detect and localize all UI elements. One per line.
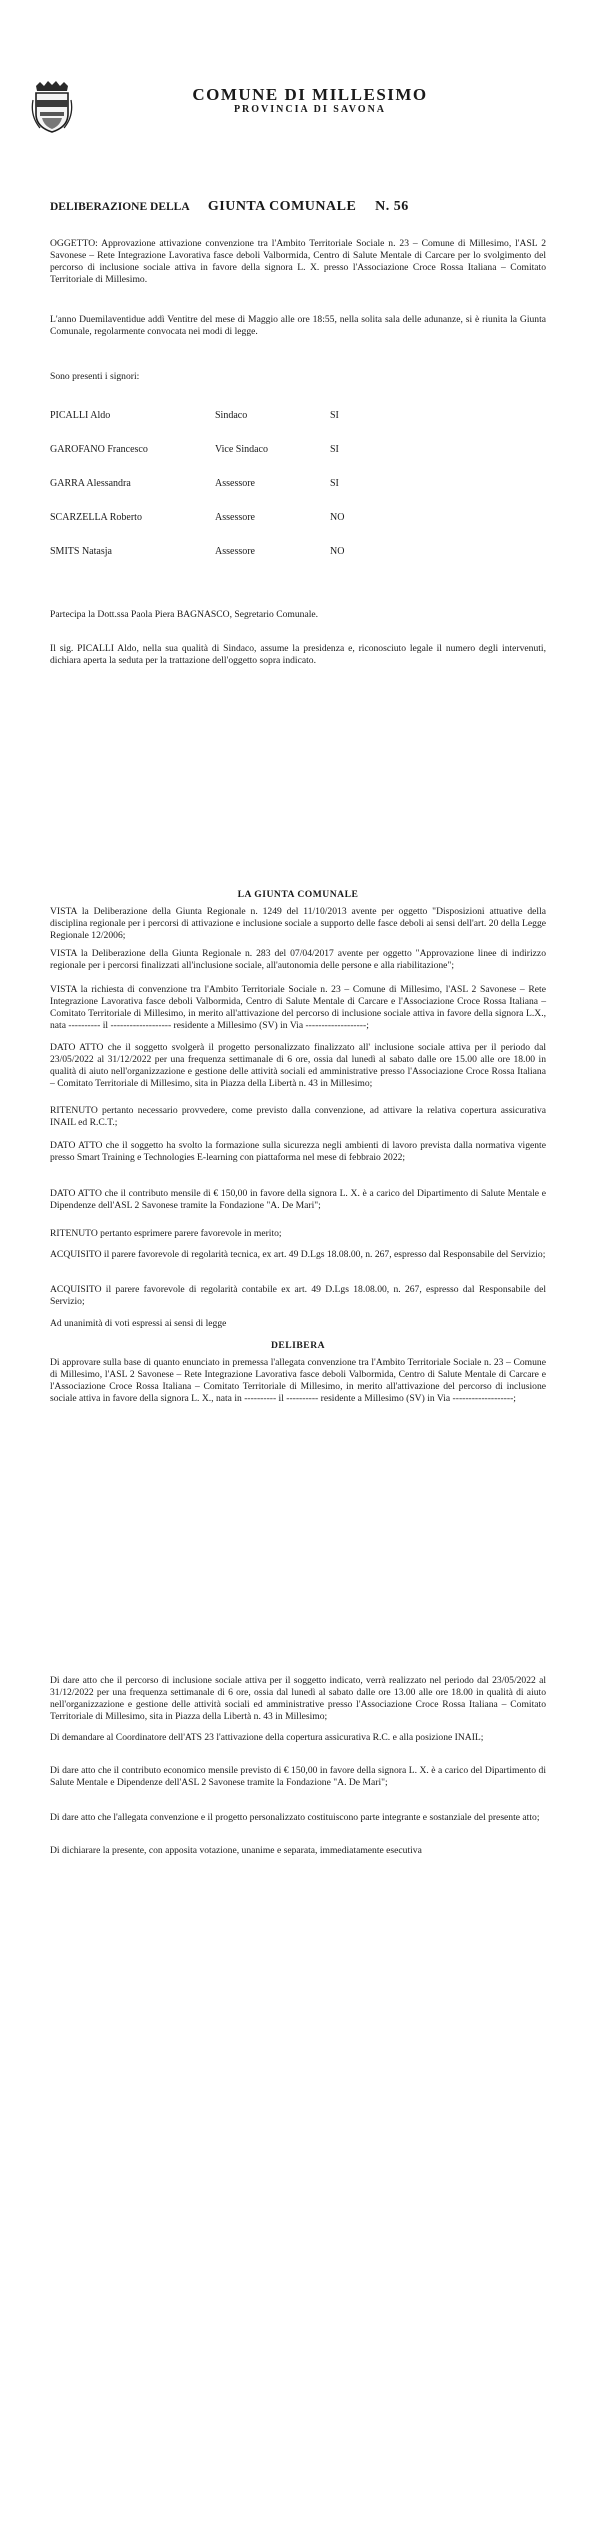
premessa-dato-atto-formazione: DATO ATTO che il soggetto ha svolto la formazione sulla sicurezza negli ambienti di lavoro prevista dalla normativa vigente presso Smart Training e Technologies E-learning con piattaforma nel mese di febbraio 2022; (50, 1140, 546, 1163)
deliberation-title (50, 199, 409, 215)
giunta-heading: LA GIUNTA COMUNALE (237, 889, 359, 900)
premessa-ritenuto-parere: RITENUTO pertanto esprimere parere favorevole in merito; (50, 1228, 282, 1239)
premessa-vista-1249: VISTA la Deliberazione della Giunta Regionale n. 1249 del 11/10/2013 avente per oggetto "Disposizioni attuative della disciplina regionale per i percorsi di attivazione e inclusione sociale a supporto delle fasce deboli ai sensi dell'art. 20 della Legge Regionale 12/2006; (50, 906, 546, 941)
member-name: GARRA Alessandra (50, 478, 131, 489)
intro-paragraph: L'anno Duemilaventidue addì Ventitre del mese di Maggio alle ore 18:55, nella solita sala delle adunanze, si è riunita la Giunta Comunale, regolarmente convocata nei modi di legge. (50, 314, 546, 337)
member-name: PICALLI Aldo (50, 410, 111, 421)
segretario-paragraph: Partecipa la Dott.ssa Paola Piera BAGNASCO, Segretario Comunale. (50, 609, 319, 620)
delibera-heading: DELIBERA (270, 1340, 326, 1351)
premessa-vista-283: VISTA la Deliberazione della Giunta Regionale n. 283 del 07/04/2017 avente per oggetto "Approvazione linee di indirizzo regionale per i percorsi finalizzati all'inclusione sociale, all'autonomia delle persone e alla riabilitazione"; (50, 948, 546, 971)
deliberation-prefix: DELIBERAZIONE DELLA (50, 201, 189, 213)
member-name: GAROFANO Francesco (50, 444, 148, 455)
member-present: NO (330, 546, 345, 557)
delibera-esecutiva: Di dichiarare la presente, con apposita votazione, unanime e separata, immediatamente esecutiva (50, 1845, 422, 1856)
member-name: SCARZELLA Roberto (50, 512, 142, 523)
comune-name: COMUNE DI MILLESIMO (192, 85, 428, 104)
deliberation-organ: GIUNTA COMUNALE (207, 199, 357, 214)
presidenza-paragraph: Il sig. PICALLI Aldo, nella sua qualità di Sindaco, assume la presidenza e, riconosciuto legale il numero degli intervenuti, dichiara aperta la seduta per la trattazione dell'oggetto sopra indicato. (50, 643, 546, 666)
presenti-label: Sono presenti i signori: (50, 371, 140, 382)
premessa-parere-contabile: ACQUISITO il parere favorevole di regolarità contabile ex art. 49 D.Lgs 18.08.00, n. 267, espresso dal Responsabile del Servizio; (50, 1284, 546, 1307)
member-role: Sindaco (215, 410, 248, 421)
premessa-dato-atto-progetto: DATO ATTO che il soggetto svolgerà il progetto personalizzato finalizzato all' inclusione sociale attiva per il periodo dal 23/05/2022 al 31/12/2022 per una frequenza settimanale di 6 ore, ossia dal lunedì al sabato dalle ore 15.00 alle ore 18.00 in qualità di aiuto nell'organizzazione e gestione delle attività sociali ed amministrative presso l'Associazione Croce Rossa Italiana – Comitato Territoriale di Millesimo, sita in Piazza della Libertà n. 43 in Millesimo; (50, 1042, 546, 1089)
delibera-demandare: Di demandare al Coordinatore dell'ATS 23 l'attivazione della copertura assicurativa R.C. e alla posizione INAIL; (50, 1732, 484, 1743)
member-role: Vice Sindaco (215, 444, 268, 455)
premessa-vista-richiesta: VISTA la richiesta di convenzione tra l'Ambito Territoriale Sociale n. 23 – Comune di Millesimo, l'ASL 2 Savonese – Rete Integrazione Lavorativa fasce deboli Valbormida, Centro di Salute Mentale di Carcare e l'Associazione Croce Rossa Italiana – Comitato Territoriale di Millesimo, in merito all'attivazione del percorso di inclusione sociale attiva in favore della signora L.X., nata ---------- il ------------------- residente a Millesimo (SV) in Via -------------------; (50, 984, 546, 1031)
member-name: SMITS Natasja (50, 546, 112, 557)
member-present: SI (330, 410, 339, 421)
member-present: NO (330, 512, 345, 523)
deliberation-number: N. 56 (375, 199, 409, 214)
delibera-allegati: Di dare atto che l'allegata convenzione e il progetto personalizzato costituiscono parte integrante e sostanziale del presente atto; (50, 1812, 540, 1823)
delibera-approvazione: Di approvare sulla base di quanto enunciato in premessa l'allegata convenzione tra l'Ambito Territoriale Sociale n. 23 – Comune di Millesimo, l'ASL 2 Savonese – Rete Integrazione Lavorativa fasce deboli Valbormida, Centro di Salute Mentale di Carcare e l'Associazione Croce Rossa Italiana – Comitato Territoriale di Millesimo, in merito all'attivazione del percorso di inclusione sociale attiva in favore della signora L. X., nata in ---------- il ---------- residente a Millesimo (SV) in Via -------------------; (50, 1357, 546, 1404)
premessa-ritenuto-assicurazione: RITENUTO pertanto necessario provvedere, come previsto dalla convenzione, ad attivare la relativa copertura assicurativa INAIL ed R.C.T.; (50, 1105, 546, 1128)
member-role: Assessore (215, 512, 255, 523)
delibera-contributo: Di dare atto che il contributo economico mensile previsto di € 150,00 in favore della signora L. X. è a carico del Dipartimento di Salute Mentale e Dipendenze dell'ASL 2 Savonese tramite la Fondazione "A. De Mari"; (50, 1765, 546, 1788)
member-present: SI (330, 478, 339, 489)
premessa-parere-tecnico: ACQUISITO il parere favorevole di regolarità tecnica, ex art. 49 D.Lgs 18.08.00, n. 267, espresso dal Responsabile del Servizio; (50, 1249, 546, 1260)
member-present: SI (330, 444, 339, 455)
member-role: Assessore (215, 546, 255, 557)
municipal-crest (30, 80, 74, 134)
provincia-name: PROVINCIA DI SAVONA (233, 104, 387, 115)
oggetto: OGGETTO: Approvazione attivazione convenzione tra l'Ambito Territoriale Sociale n. 23 – Comune di Millesimo, l'ASL 2 Savonese – Rete Integrazione Lavorativa fasce deboli Valbormida, Centro di Salute Mentale di Carcare per lo svolgimento del percorso di inclusione sociale attiva in favore della signora L. X. presso l'Associazione Croce Rossa Italiana – Comitato Territoriale di Millesimo. (50, 238, 546, 285)
member-role: Assessore (215, 478, 255, 489)
delibera-percorso: Di dare atto che il percorso di inclusione sociale attiva per il soggetto indicato, verrà realizzato nel periodo dal 23/05/2022 al 31/12/2022 per una frequenza settimanale di 6 ore, ossia dal lunedì al sabato dalle ore 13.00 alle ore 18.00 in qualità di aiuto nell'organizzazione e gestione delle attività sociali ed amministrative presso l'Associazione Croce Rossa Italiana – Comitato Territoriale di Millesimo, sita in Piazza della Libertà n. 43 in Millesimo; (50, 1675, 546, 1722)
premessa-unanimita: Ad unanimità di voti espressi ai sensi di legge (50, 1318, 227, 1329)
premessa-dato-atto-contributo: DATO ATTO che il contributo mensile di € 150,00 in favore della signora L. X. è a carico del Dipartimento di Salute Mentale e Dipendenze dell'ASL 2 Savonese tramite la Fondazione "A. De Mari"; (50, 1188, 546, 1211)
